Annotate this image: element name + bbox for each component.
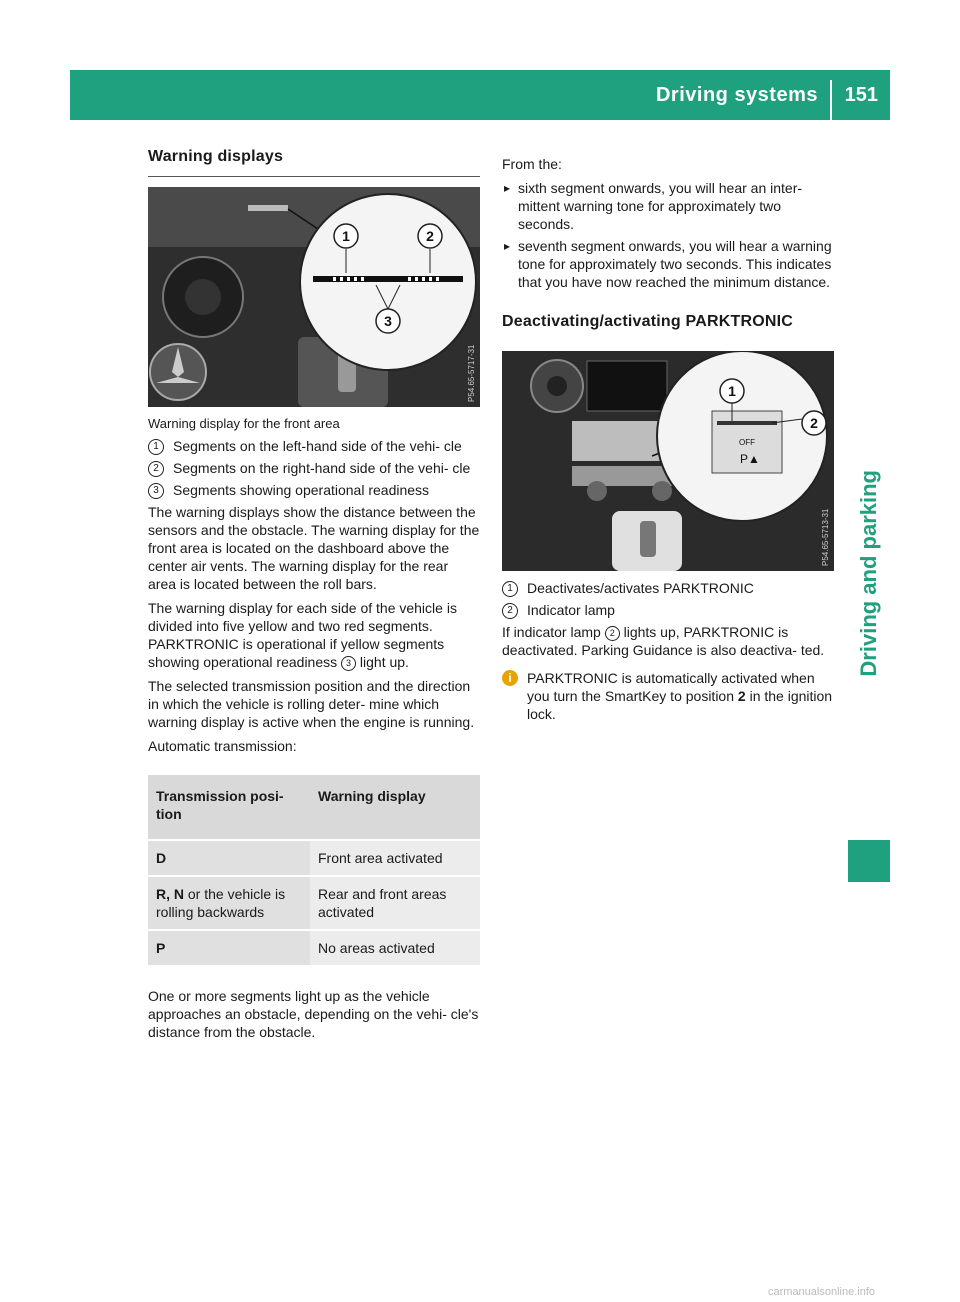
left-column [148,148,480,1047]
header-divider [830,80,832,120]
figure1-callout-3: 3 [384,313,392,329]
inline-callout-2: 2 [605,626,620,641]
console-illustration [502,351,834,571]
table-row [148,877,480,929]
figure2-code: P54.65-5713-31 [821,508,830,566]
legend-text: Segments on the left-hand side of the vehi- cle [173,438,462,454]
paragraph-from: From the: [502,156,562,172]
legend-number: 2 [502,603,518,619]
inline-callout-3: 3 [341,656,356,671]
dashboard-illustration [148,187,480,407]
figure1-caption: Warning display for the front area [148,416,340,431]
list-item: ▸ seventh segment onwards, you will hear a warning tone for approximately two seconds. This indicates that you have now reached the minimum distance. [502,237,834,291]
legend-item [148,481,480,499]
figure2-callout-2: 2 [810,415,818,431]
legend-item [502,579,834,597]
legend-item [148,459,480,477]
right-column [502,155,834,723]
info-text: PARKTRONIC is automatically activated when you turn the SmartKey to position 2 in the ignition lock. [527,670,833,722]
page-number: 151 [844,84,878,106]
legend-text: Segments showing operational readiness [173,482,430,498]
table-row [148,841,480,875]
paragraph-indicator: If indicator lamp 2 lights up, PARKTRONIC is deactivated. Parking Guidance is also deactiva- ted. [502,624,825,658]
legend-text: Deactivates/activates PARKTRONIC [527,580,754,596]
footer-watermark: carmanualsonline.info [768,1286,876,1298]
figure1-code: P54.65-5717-31 [467,344,476,402]
legend-number: 1 [502,581,518,597]
paragraph-approach: One or more segments light up as the vehicle approaches an obstacle, depending on the vehi- cle's distance from the obstacle. [148,988,479,1040]
chapter-marker [848,840,890,882]
table-header: Warning display [310,775,480,839]
figure2-off-label: OFF [739,438,755,447]
legend-item [148,437,480,455]
paragraph-automatic: Automatic transmission: [148,738,297,754]
table-cell-display: Rear and front areas activated [310,877,480,929]
figure1-callout-1: 1 [342,228,350,244]
figure2-callout-1: 1 [728,383,736,399]
table-cell-position: P [148,931,310,965]
section-header [70,70,890,120]
table-header: Transmission posi- tion [148,775,310,839]
legend-number: 2 [148,461,164,477]
legend-number: 3 [148,483,164,499]
heading-parktronic: Deactivating/activating PARKTRONIC [502,313,793,330]
legend-number: 1 [148,439,164,455]
chapter-tab-label: Driving and parking [856,470,881,677]
paragraph-distance: The warning displays show the distance between the sensors and the obstacle. The warning display for the front area is located on the dashboard above the center air vents. The warning display for the rear area is located between the roll bars. [148,504,480,592]
table-cell-position: D [148,841,310,875]
parktronic-symbol: P▲ [740,452,760,466]
section-title: Driving systems [655,84,818,106]
bullet-list [502,179,834,291]
figure1-callout-2: 2 [426,228,434,244]
heading-warning-displays: Warning displays [148,148,480,177]
legend-item [502,601,834,619]
legend-text: Segments on the right-hand side of the vehi- cle [173,460,471,476]
table-header-row [148,775,480,839]
info-note [502,669,834,723]
warning-display-figure [148,187,480,407]
parktronic-figure [502,351,834,571]
transmission-table [148,773,480,967]
list-item: ▸ sixth segment onwards, you will hear an inter- mittent warning tone for approximately two seconds. [502,179,834,233]
paragraph-segments: The warning display for each side of the vehicle is divided into five yellow and two red segments. PARKTRONIC is operational if yellow segments showing operational readiness 3 light up. [148,600,457,670]
table-cell-display: Front area activated [310,841,480,875]
table-row [148,931,480,965]
info-icon: i [502,670,518,686]
table-cell-display: No areas activated [310,931,480,965]
legend-text: Indicator lamp [527,602,615,618]
table-cell-position: R, N or the vehicle is rolling backwards [148,877,310,929]
paragraph-transmission: The selected transmission position and the direction in which the vehicle is rolling deter- mine which warning display is active when the engine is running. [148,678,475,730]
